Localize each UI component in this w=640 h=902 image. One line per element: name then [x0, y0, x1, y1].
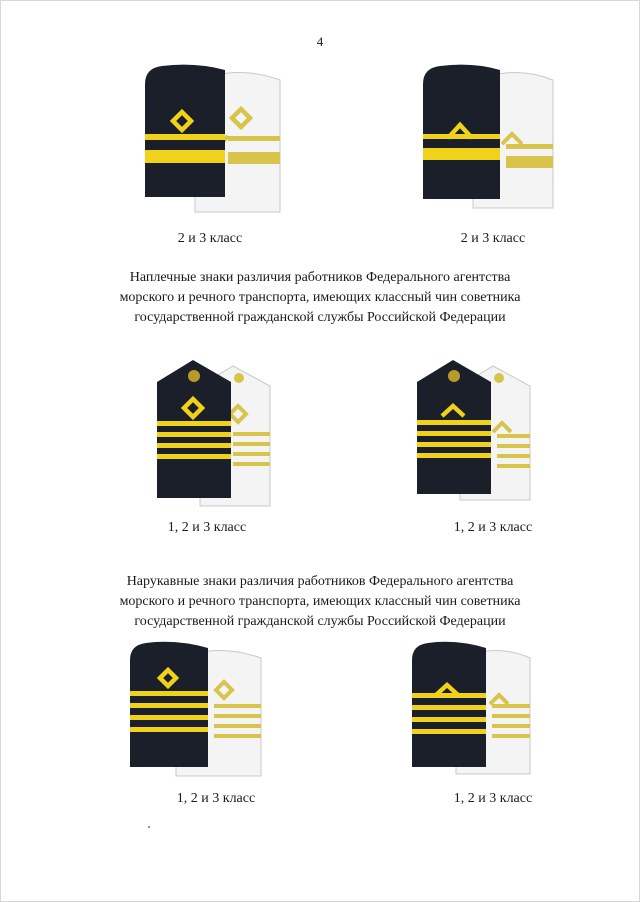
button-icon [234, 373, 244, 383]
button-icon [188, 370, 200, 382]
button-icon [494, 373, 504, 383]
section-title-shoulder [60, 268, 580, 328]
section-title-sleeve [60, 572, 580, 632]
title-line: морского и речного транспорта, имеющих классный чин советника [119, 290, 521, 305]
scan-speck [148, 826, 150, 828]
title-line: государственной гражданской службы Российской Федерации [134, 310, 506, 325]
insignia-row1-right [418, 62, 563, 214]
insignia-row3-right [406, 640, 541, 780]
insignia-row2-right [415, 356, 540, 508]
caption-row2-right: 1, 2 и 3 класс [453, 520, 533, 535]
navy-board [130, 642, 208, 767]
insignia-row3-left [126, 640, 271, 780]
navy-board [423, 65, 500, 199]
navy-board [157, 360, 231, 498]
insignia-row1-left [140, 62, 285, 214]
caption-row3-right: 1, 2 и 3 класс [453, 791, 533, 806]
insignia-row2-left [155, 356, 280, 508]
caption-row1-left: 2 и 3 класс [177, 231, 243, 246]
caption-row1-right: 2 и 3 класс [460, 231, 526, 246]
page-number: 4 [316, 34, 324, 49]
button-icon [448, 370, 460, 382]
navy-board [145, 65, 225, 197]
navy-board [412, 642, 486, 767]
caption-row2-left: 1, 2 и 3 класс [167, 520, 247, 535]
navy-board [417, 360, 491, 494]
caption-row3-left: 1, 2 и 3 класс [176, 791, 256, 806]
title-line: Наплечные знаки различия работников Федерального агентства [129, 270, 511, 285]
title-line: морского и речного транспорта, имеющих классный чин советника [119, 594, 521, 609]
title-line: Нарукавные знаки различия работников Федерального агентства [126, 574, 514, 589]
title-line: государственной гражданской службы Российской Федерации [134, 614, 506, 629]
